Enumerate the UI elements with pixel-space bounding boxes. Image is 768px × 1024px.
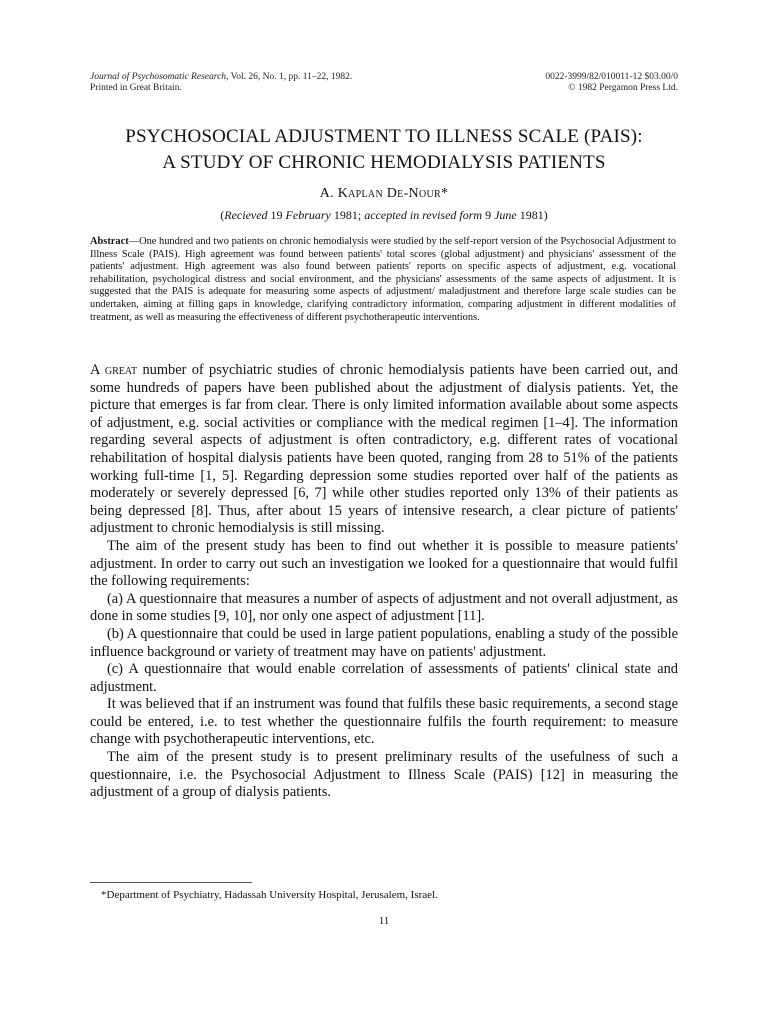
paragraph-7: The aim of the present study is to present preliminary results of the usefulness of such a questionnaire, i.e. the Psychosocial Adjustment to Illness Scale (PAIS) [12] in measuring the adjustment of a group of dialysis patients. (90, 749, 678, 801)
paragraph-1 (90, 362, 678, 538)
footnote-divider (90, 882, 252, 883)
paragraph-6: It was believed that if an instrument was found that fulfils these basic requirements, a second stage could be entered, i.e. to test whether the questionnaire fulfils the fourth requirement: to measure change with psychotherapeutic interventions, etc. (90, 696, 678, 748)
accepted-year: 1981) (516, 208, 548, 222)
abstract-text: —One hundred and two patients on chronic hemodialysis were studied by the self-report version of the Psychosocial Adjustment to Illness Scale (PAIS). High agreement was found between patients' total scores (global adjustment) and physicians' assessment of the patients' adjustment. High agreement was also found between patients' reports on specific aspects of adjustment, e.g. vocational rehabilitation, psychological distress and social environment, and the physicians' assessments of the same aspects of adjustment. It is suggested that the PAIS is adequate for measuring some aspects of adjustment/ maladjustment and therefore large scale studies can be undertaken, aiming at filling gaps in knowledge, clarifying contradictory information, comparing adjustment in different modalities of treatment, as well as measuring the effectiveness of different psychotherapeutic interventions. (90, 236, 676, 323)
author-name: A. Kaplan De-Nour* (319, 186, 449, 201)
received-open-paren: ( (220, 208, 225, 222)
volume-pages: Vol. 26, No. 1, pp. 11–22, 1982. (228, 72, 353, 82)
page-number: 11 (378, 915, 390, 927)
article-title (60, 124, 708, 176)
publisher-info (545, 72, 678, 94)
paragraph-1-lead: A (90, 362, 105, 378)
abstract (90, 236, 676, 324)
accepted-month: June (494, 208, 517, 222)
accepted-label: accepted in revised form (364, 208, 483, 222)
paragraph-1-smallcaps: great (104, 362, 138, 378)
received-month: February (285, 208, 331, 222)
body-text (90, 362, 678, 802)
article-code: 0022-3999/82/010011-12 $03.00/0 (545, 72, 678, 82)
received-year: 1981; (330, 208, 365, 222)
journal-citation (90, 72, 352, 94)
paragraph-1-text: number of psychiatric studies of chronic hemodialysis patients have been carried out, and some hundreds of papers have been published about the adjustment of dialysis patients. Yet, the picture that emerges is far from clear. There is only limited information available about some aspects of adjustment, e.g. social activities or compliance with the medical regimen [1–4]. The information regarding several aspects of adjustment is often contradictory, e.g. different rates of vocational rehabilitation of hospital dialysis patients have been quoted, ranging from 28 to 51% of the patients working full-time [1, 5]. Regarding depression some studies reported over half of the patients as moderately or severely depressed [6, 7] while other studies reported only 13% of their patients as being depressed [8]. Thus, after about 15 years of intensive research, a clear picture of patients' adjustment to chronic hemodialysis is still missing. (90, 362, 678, 537)
printed-in: Printed in Great Britain. (90, 83, 182, 93)
received-day: 19 (267, 208, 286, 222)
journal-name: Journal of Psychosomatic Research, (90, 72, 229, 82)
copyright-line: © 1982 Pergamon Press Ltd. (568, 83, 678, 93)
abstract-label: Abstract (90, 236, 129, 247)
footnote: *Department of Psychiatry, Hadassah University Hospital, Jerusalem, Israel. (101, 889, 438, 901)
title-line-1: PSYCHOSOCIAL ADJUSTMENT TO ILLNESS SCALE (PAIS): (125, 126, 643, 147)
title-line-2: A STUDY OF CHRONIC HEMODIALYSIS PATIENTS (162, 152, 606, 173)
requirement-c: (c) A questionnaire that would enable correlation of assessments of patients' clinical state and adjustment. (90, 661, 678, 695)
accepted-day: 9 (482, 208, 495, 222)
requirement-a: (a) A questionnaire that measures a number of aspects of adjustment and not overall adjustment, as done in some studies [9, 10], nor only one aspect of adjustment [11]. (90, 590, 678, 625)
paragraph-2: The aim of the present study has been to find out whether it is possible to measure patients' adjustment. In order to carry out such an investigation we looked for a questionnaire that would fulfil the following requirements: (90, 537, 678, 590)
requirement-b: (b) A questionnaire that could be used in large patient populations, enabling a study of the possible influence background or variety of treatment may have on patients' adjustment. (90, 625, 678, 660)
received-label: Recieved (224, 208, 268, 222)
received-dates (0, 208, 768, 223)
